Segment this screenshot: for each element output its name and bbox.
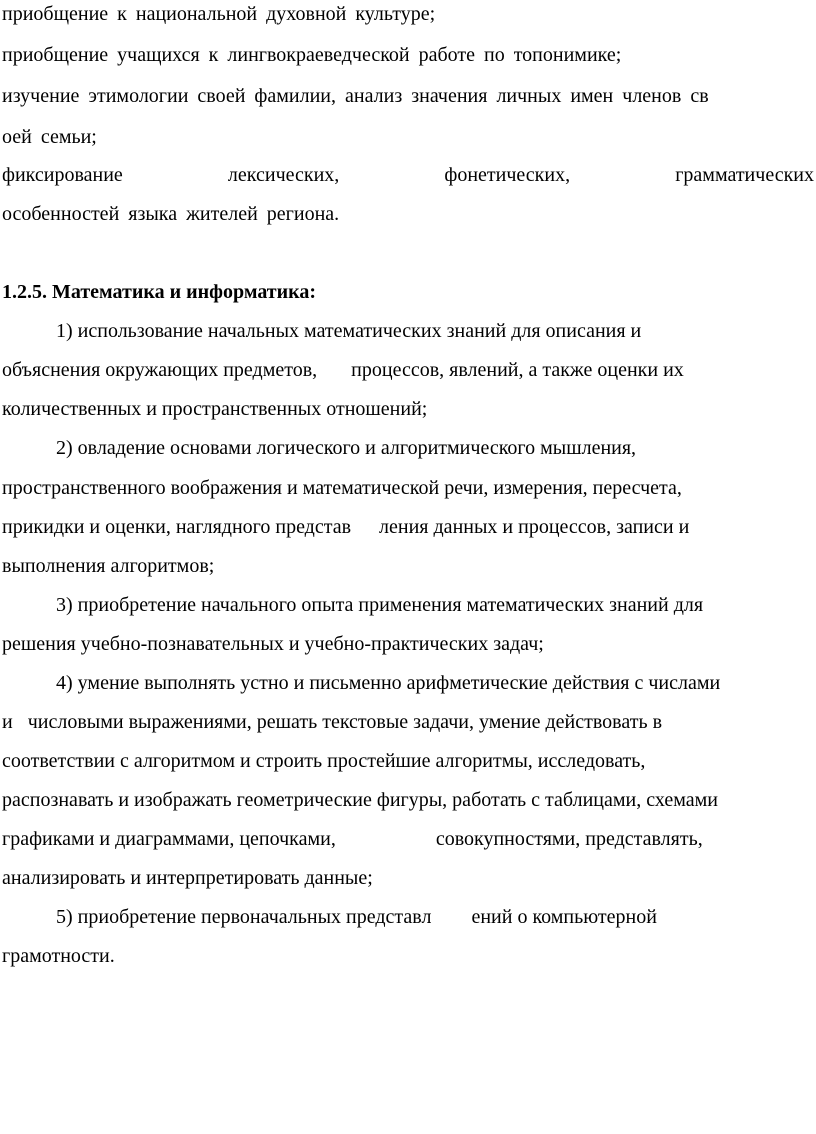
item-text: приобретение первоначальных представл	[77, 906, 432, 928]
text-line: количественных и пространственных отношений;	[2, 398, 428, 420]
text-line: выполнения алгоритмов;	[2, 555, 215, 577]
item-text: овладение основами логического и алгоритмического мышления,	[77, 437, 637, 459]
justified-line	[2, 163, 814, 187]
text-fragment: ений о компьютерной	[471, 906, 657, 928]
item-number: 1)	[56, 320, 73, 342]
word: грамматических	[675, 164, 814, 186]
text-fragment: процессов, явлений, а также оценки их	[351, 359, 684, 381]
item-number: 3)	[56, 594, 73, 616]
text-line: анализировать и интерпретировать данные;	[2, 867, 373, 889]
text-line	[2, 827, 703, 851]
text-line: приобщение к национальной духовной культуре;	[2, 3, 436, 25]
list-item-first-line	[56, 319, 641, 343]
text-fragment: совокупностями, представлять,	[435, 828, 703, 850]
text-line: грамотности.	[2, 945, 115, 967]
text-line: изучение этимологии своей фамилии, анализ значения личных имен членов св	[2, 85, 709, 107]
word: фиксирование	[2, 164, 123, 186]
text-line: особенностей языка жителей региона.	[2, 203, 340, 225]
text-fragment: графиками и диаграммами, цепочками,	[2, 828, 336, 850]
text-line: соответствии с алгоритмом и строить простейшие алгоритмы, исследовать,	[2, 750, 646, 772]
item-number: 2)	[56, 437, 73, 459]
item-text: умение выполнять устно и письменно арифметические действия с числами	[77, 672, 721, 694]
word: фонетических,	[444, 164, 571, 186]
item-number: 4)	[56, 672, 73, 694]
text-line: решения учебно-познавательных и учебно-практических задач;	[2, 633, 544, 655]
text-line: и числовыми выражениями, решать текстовые задачи, умение действовать в	[2, 711, 663, 733]
list-item-first-line	[56, 436, 636, 460]
list-item-first-line	[56, 671, 720, 695]
text-fragment: объяснения окружающих предметов,	[2, 359, 318, 381]
word: лексических,	[227, 164, 340, 186]
text-line: пространственного воображения и математической речи, измерения, пересчета,	[2, 477, 682, 499]
list-item-first-line	[56, 905, 657, 929]
text-fragment: ления данных и процессов, записи и	[379, 516, 690, 538]
text-line	[2, 515, 689, 539]
item-text: использование начальных математических знаний для описания и	[77, 320, 642, 342]
text-line: приобщение учащихся к лингвокраеведческой работе по топонимике;	[2, 44, 622, 66]
list-item-first-line	[56, 593, 703, 617]
text-line: распознавать и изображать геометрические фигуры, работать с таблицами, схемами	[2, 789, 718, 811]
item-text: приобретение начального опыта применения математических знаний для	[77, 594, 704, 616]
text-fragment: прикидки и оценки, наглядного представ	[2, 516, 352, 538]
section-heading: 1.2.5. Математика и информатика:	[2, 281, 317, 303]
item-number: 5)	[56, 906, 73, 928]
text-line	[2, 358, 684, 382]
text-line: оей семьи;	[2, 126, 97, 148]
